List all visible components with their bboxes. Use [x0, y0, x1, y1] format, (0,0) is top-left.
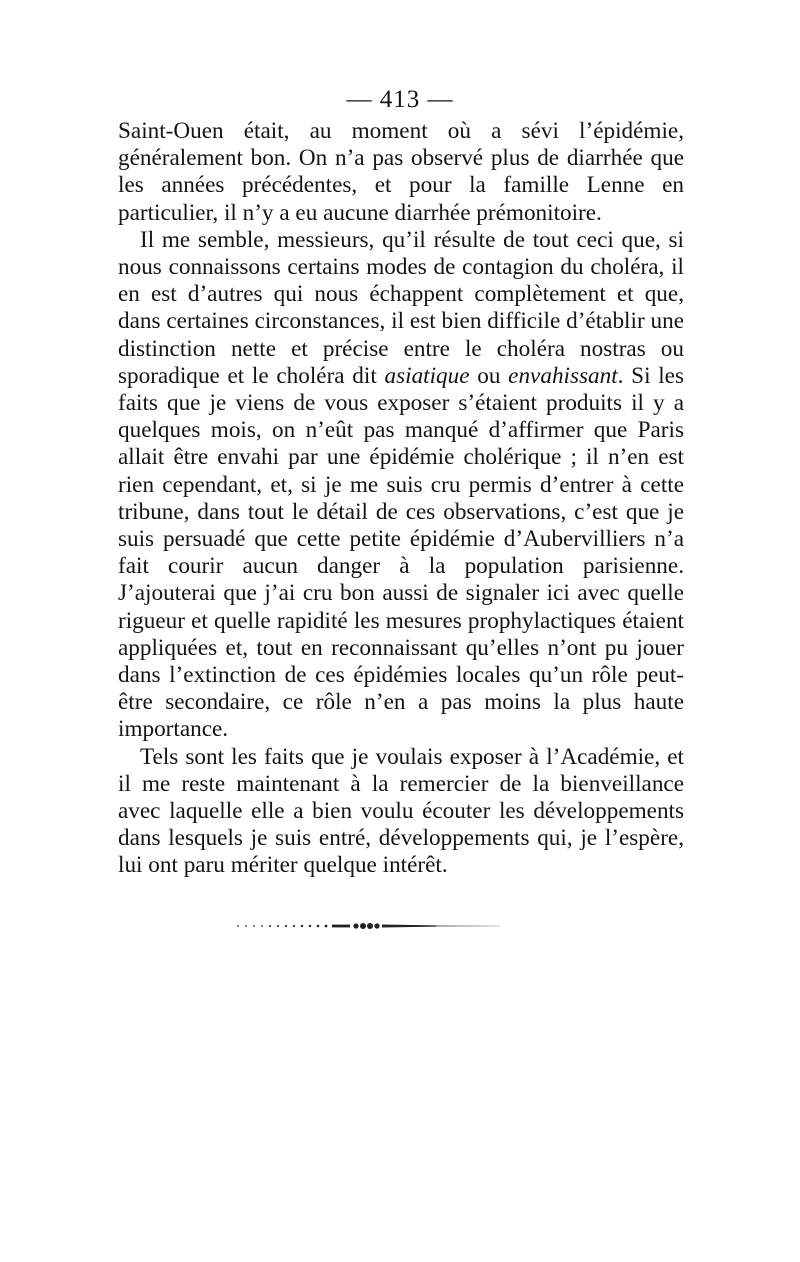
paragraph — [118, 227, 684, 744]
end-ornament-icon — [232, 918, 512, 934]
italic-text: asiatique — [384, 362, 470, 389]
text-run: . Si les faits que je viens de vous exposer s’étaient produits il y a quelques mois, on n’eût pas manqué d’affirmer que Paris allait être envahi par une épidémie cholérique ; il n’en est rien cependant, et, si je me suis cru permis d’entrer à cette tribune, dans tout le détail de ces observations, c’est que je suis persuadé que cette petite épidémie d’Aubervilliers n’a fait courir aucun danger à la population parisienne. J’ajouterai que j’ai cru bon aussi de signaler ici avec quelle rigueur et quelle rapidité les mesures prophylactiques étaient appliquées et, tout en reconnaissant qu’elles n’ont pu jouer dans l’extinction de ces épidémies locales qu’un rôle peut-être secondaire, ce rôle n’en a pas moins la plus haute importance. — [118, 362, 684, 743]
italic-text: envahissant — [508, 362, 618, 389]
body-text — [118, 118, 684, 880]
text-run: Saint-Ouen était, au moment où a sévi l’épidémie, généralement bon. On n’a pas observé plus de diarrhée que les années précédentes, et pour la famille Lenne en particulier, il n’y a eu aucune diarrhée prémonitoire. — [118, 118, 684, 226]
page-number: — 413 — — [346, 86, 454, 113]
paragraph — [118, 118, 684, 227]
paragraph — [118, 744, 684, 880]
text-run: Tels sont les faits que je voulais exposer à l’Académie, et il me reste maintenant à la remercier de la bienveillance avec laquelle elle a bien voulu écouter les développements dans lesquels je suis entré, développements qui, je l’espère, lui ont paru mériter quelque intérêt. — [118, 743, 684, 879]
text-run: Il me semble, messieurs, qu’il résulte de tout ceci que, si nous connaissons certains modes de contagion du choléra, il en est d’autres qui nous échappent complètement et que, dans certaines circonstances, il est bien difficile d’établir une distinction nette et précise entre le choléra nostras ou sporadique et le choléra dit — [118, 226, 684, 389]
text-run: ou — [469, 362, 509, 389]
